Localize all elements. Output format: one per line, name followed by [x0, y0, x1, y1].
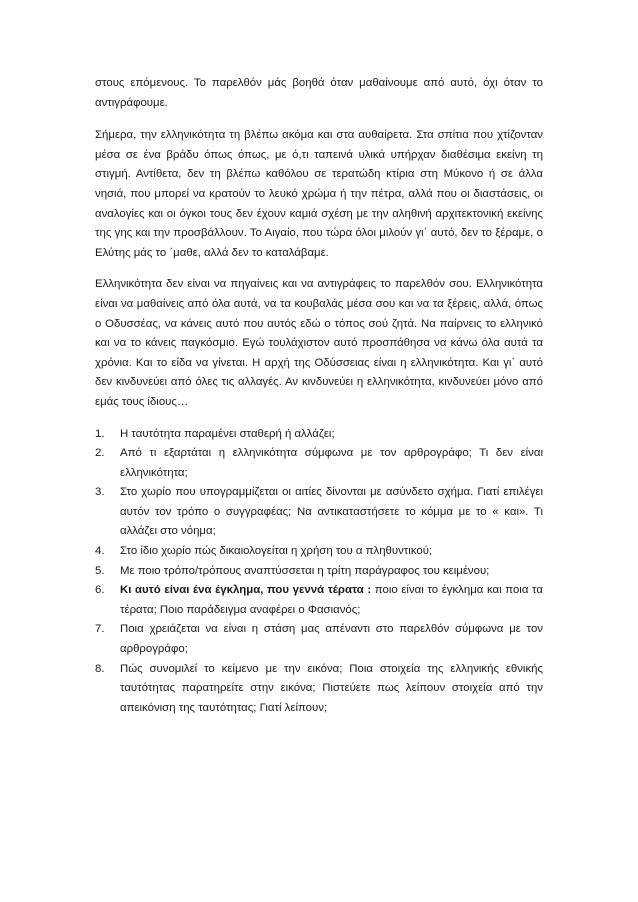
list-number: 7. — [95, 623, 105, 636]
list-item — [95, 425, 543, 445]
list-number: 4. — [95, 545, 105, 558]
list-item — [95, 660, 543, 719]
list-number: 1. — [95, 427, 105, 440]
questions-list — [95, 425, 543, 719]
list-item — [95, 620, 543, 659]
paragraph-hellenicity: Ελληνικότητα δεν είναι να πηγαίνεις και να αντιγράφεις το παρελθόν σου. Ελληνικότητα είναι να μαθαίνεις από όλα αυτά, να τα κουβαλάς μέσα σου και να τα ξέρεις, αλλά, όπως ο Οδυσσέας, να κάνεις αυτό που αυτός εδώ ο τόπος σού ζητά. Να παίρνεις το ελληνικό και να το κάνεις παγκόσμιο. Εγώ τουλάχιστον αυτό προσπάθησα να κάνω όλα αυτά τα χρόνια. Και το είδα να γίνεται. Η αρχή της Οδύσσειας είναι η ελληνικότητα. Και γι΄ αυτό δεν κινδυνεύει από όλες τις αλλαγές. Αν κινδυνεύει η ελληνικότητα, κινδυνεύει μόνο από εμάς τους ίδιους… — [95, 278, 543, 408]
question-bold-quote: Κι αυτό είναι ένα έγκλημα, που γεννά τέρατα : — [120, 584, 372, 597]
question-text: Με ποιο τρόπο/τρόπους αναπτύσσεται η τρίτη παράγραφος του κειμένου; — [120, 564, 490, 577]
list-item — [95, 581, 543, 620]
question-text: Ποια χρειάζεται να είναι η στάση μας απέναντι στο παρελθόν σύμφωνα με τον αρθρογράφο; — [120, 623, 543, 656]
paragraph-today: Σήμερα, την ελληνικότητα τη βλέπω ακόμα και στα αυθαίρετα. Στα σπίτια που χτίζονταν μέσα σε ένα βράδυ όπως όπως, με ό,τι ταπεινά υλικά υπήρχαν διαθέσιμα εκείνη τη στιγμή. Αντίθετα, δεν τη βλέπω καθόλου σε τερατώδη κτίρια στη Μύκονο ή σε άλλα νησιά, που μπορεί να κρατούν το λευκό χρώμα ή την πέτρα, αλλά που οι διαστάσεις, οι αναλογίες και οι όγκοι τους δεν έχουν καμιά σχέση με την αληθινή αρχιτεκτονική εκείνης της γης και την προσβάλλουν. Το Αιγαίο, που τώρα όλοι μιλούν γι΄ αυτό, δεν το ξέραμε, ο Ελύτης μάς το ΄μαθε, αλλά δεν το καταλάβαμε. — [95, 129, 543, 259]
question-text: Πώς συνομιλεί το κείμενο με την εικόνα; Ποια στοιχεία της ελληνικής εθνικής ταυτότητας παρατηρείτε στην εικόνα; Πιστεύετε πως λείπουν στοιχεία από την απεικόνιση της ταυτότητας; Γιατί λείπουν; — [120, 662, 543, 714]
question-text: Η ταυτότητα παραμένει σταθερή ή αλλάζει; — [120, 427, 335, 440]
question-text: Από τι εξαρτάται η ελληνικότητα σύμφωνα με τον αρθρογράφο; Τι δεν είναι ελληνικότητα; — [120, 447, 543, 479]
list-number: 6. — [95, 584, 105, 597]
list-item — [95, 483, 543, 542]
question-text: Στο χωρίο που υπογραμμίζεται οι αιτίες δίνονται με ασύνδετο σχήμα. Γιατί επιλέγει αυτόν τον τρόπο ο συγγραφέας; Να αντικαταστήσετε το κόμμα με το « και». Τι αλλάζει στο νόημα; — [120, 486, 543, 538]
list-number: 3. — [95, 486, 105, 499]
list-item — [95, 444, 543, 483]
question-text: ποιο είναι το έγκλημα και ποια τα τέρατα; Ποιο παράδειγμα αναφέρει ο Φασιανός; — [120, 584, 543, 616]
list-number: 5. — [95, 564, 105, 577]
list-item — [95, 542, 543, 562]
paragraph-intro: στους επόμενους. Το παρελθόν μάς βοηθά όταν μαθαίνουμε από αυτό, όχι όταν το αντιγράφουμε. — [95, 77, 543, 109]
list-number: 8. — [95, 662, 105, 675]
list-number: 2. — [95, 447, 105, 460]
list-item — [95, 562, 543, 582]
document-page — [95, 74, 543, 718]
question-text: Στο ίδιο χωρίο πώς δικαιολογείται η χρήση του α πληθυντικού; — [120, 545, 433, 558]
